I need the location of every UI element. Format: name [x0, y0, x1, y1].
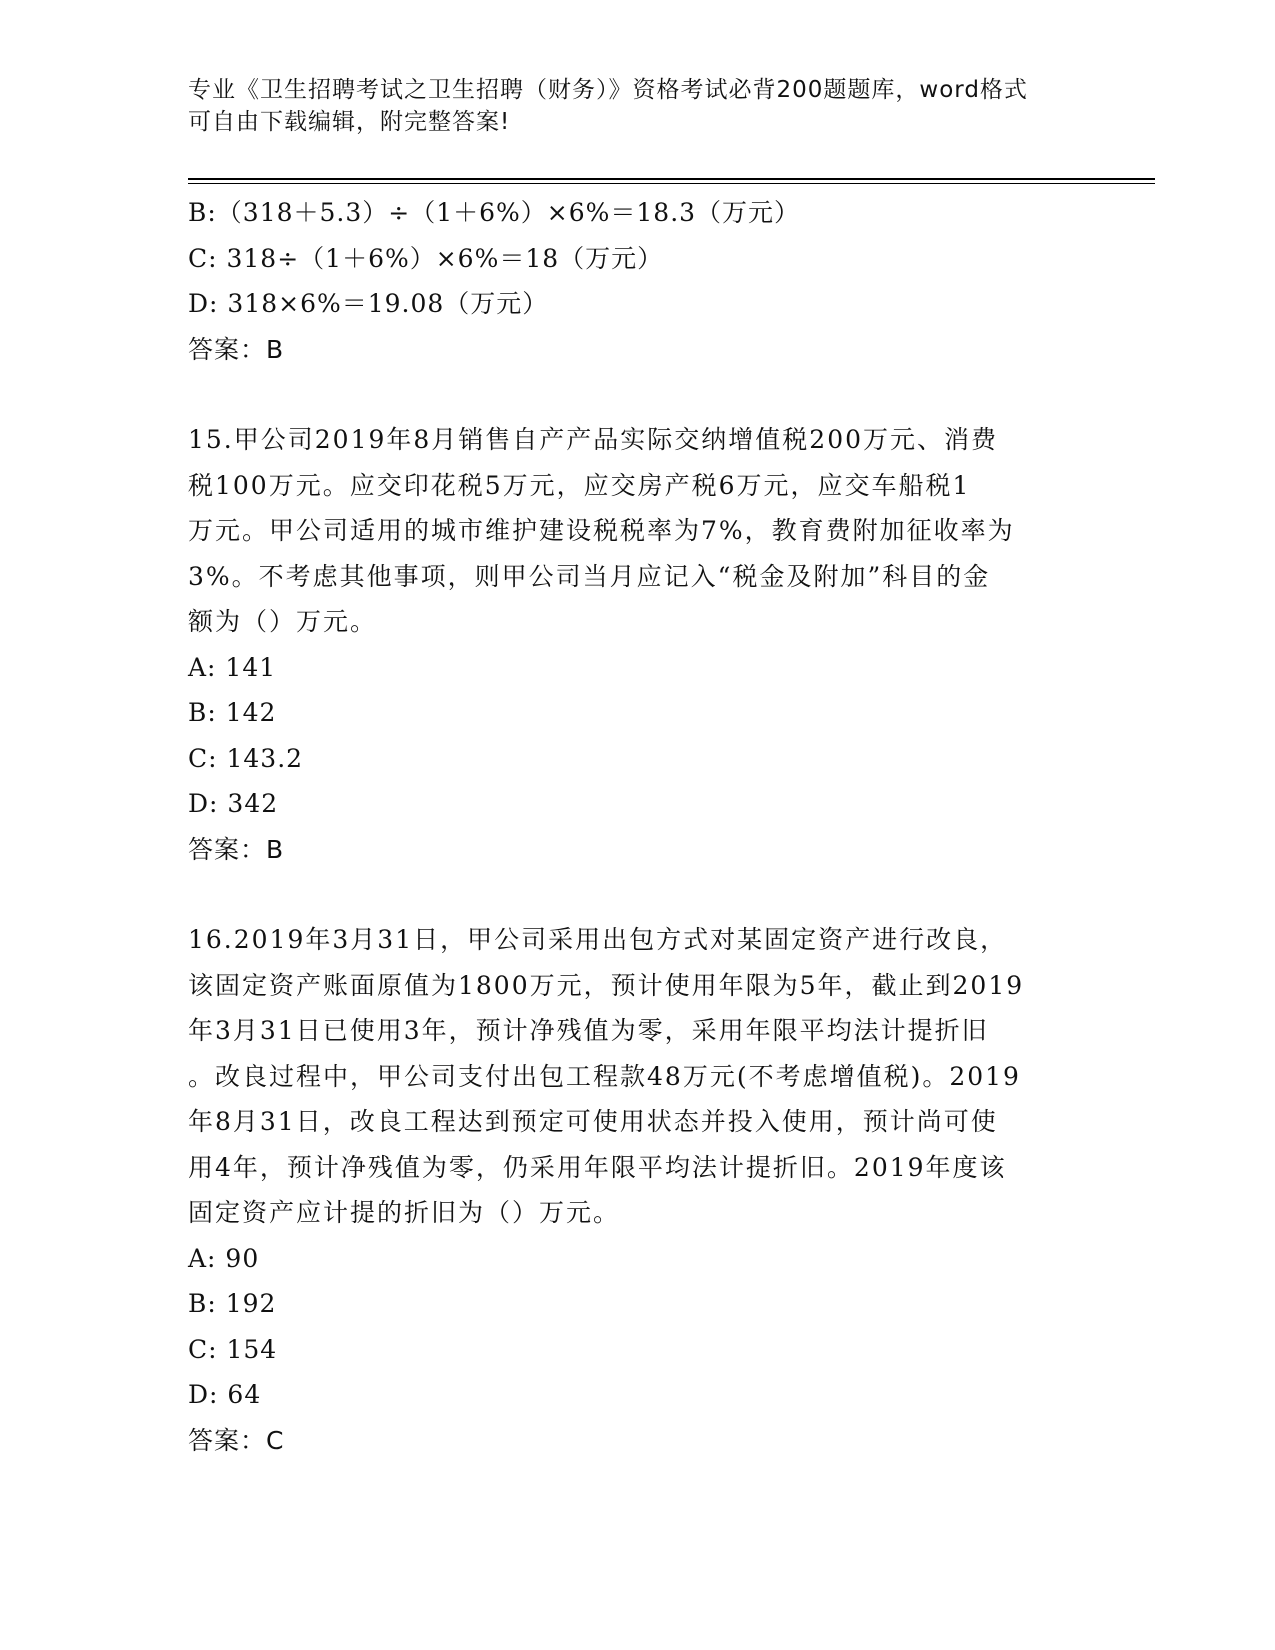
option-c: C: 318÷（1＋6%）×6%＝18（万元） [188, 243, 664, 273]
stem-line: 16.2019年3月31日，甲公司采用出包方式对某固定资产进行改良， [188, 925, 1008, 954]
stem-line: 额为（）万元。 [188, 607, 378, 636]
option-b: B:（318＋5.3）÷（1＋6%）×6%＝18.3（万元） [188, 198, 801, 227]
stem-line: 年8月31日，改良工程达到预定可使用状态并投入使用，预计尚可使 [188, 1107, 998, 1136]
stem-line: 固定资产应计提的折旧为（）万元。 [188, 1198, 621, 1227]
option-d: D: 342 [188, 789, 279, 818]
header-divider-thick [188, 178, 1155, 180]
question-15 [188, 417, 1088, 872]
option-c: C: 154 [188, 1334, 278, 1364]
option-d: D: 318×6%＝19.08（万元） [188, 289, 549, 318]
stem-line: 15.甲公司2019年8月销售自产产品实际交纳增值税200万元、消费 [188, 425, 999, 454]
stem-line: 税100万元。应交印花税5万元，应交房产税6万元，应交车船税1 [188, 470, 971, 500]
option-d: D: 64 [188, 1380, 262, 1409]
option-a: A: 141 [188, 652, 277, 682]
question-stem [188, 417, 1088, 645]
answer-line: 答案：B [188, 834, 285, 864]
stem-line: 3%。不考虑其他事项，则甲公司当月应记入“税金及附加”科目的金 [188, 561, 991, 591]
answer-line: 答案：C [188, 1425, 285, 1455]
question-stem [188, 917, 1088, 1236]
header-divider-thin [188, 183, 1155, 184]
stem-line: 该固定资产账面原值为1800万元，预计使用年限为5年，截止到2019 [188, 970, 1025, 1000]
document-body [188, 190, 1088, 1463]
spacer [188, 372, 1088, 417]
question-14-continued [188, 190, 1088, 372]
stem-line: 。改良过程中，甲公司支付出包工程款48万元(不考虑增值税)。2019 [188, 1061, 1021, 1091]
option-c: C: 143.2 [188, 743, 304, 773]
question-16 [188, 917, 1088, 1463]
document-header [188, 74, 1068, 138]
option-b: B: 142 [188, 698, 277, 727]
option-b: B: 192 [188, 1289, 277, 1318]
stem-line: 用4年，预计净残值为零，仍采用年限平均法计提折旧。2019年度该 [188, 1152, 1007, 1182]
spacer [188, 872, 1088, 917]
stem-line: 万元。甲公司适用的城市维护建设税税率为7%，教育费附加征收率为 [188, 516, 1015, 545]
option-a: A: 90 [188, 1243, 260, 1273]
header-title-line-2: 可自由下载编辑，附完整答案! [188, 109, 511, 135]
header-title-line-1: 专业《卫生招聘考试之卫生招聘（财务）》资格考试必背200题题库，word格式 [188, 77, 1028, 103]
answer-line: 答案：B [188, 334, 285, 364]
stem-line: 年3月31日已使用3年，预计净残值为零，采用年限平均法计提折旧 [188, 1016, 989, 1045]
